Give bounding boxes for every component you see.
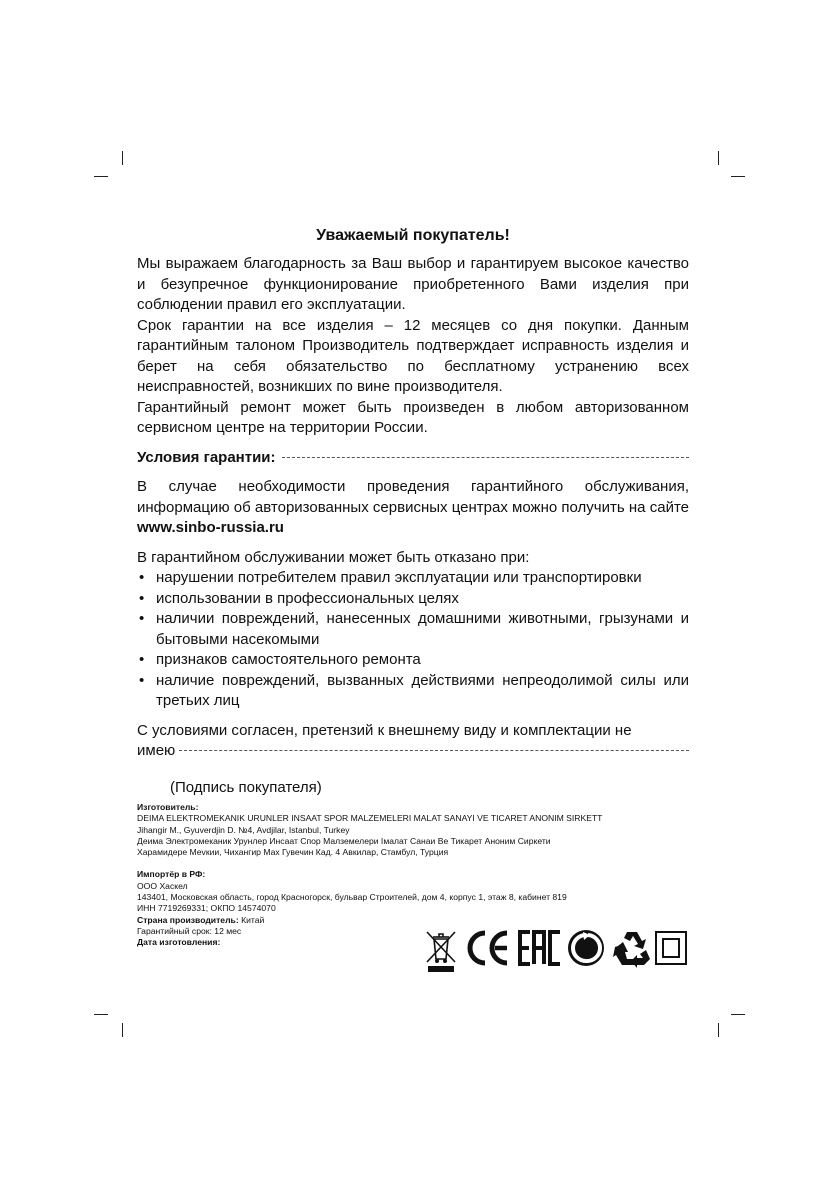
eac-mark-icon [517,928,563,968]
recycle-icon [613,928,651,968]
importer-label: Импортёр в РФ: [137,869,206,880]
manufacturer-line: Харамидере Меvкии, Чихангир Мах Гувечин Кад. 4 Авкилар, Стамбул, Турция [137,847,449,858]
repair-paragraph: Гарантийный ремонт может быть произведен в любом авторизованном сервисном центре на территории России. [137,398,689,436]
dashed-fill-line [282,457,689,458]
crop-mark [718,1023,719,1037]
thanks-paragraph: Мы выражаем благодарность за Ваш выбор и гарантируем высокое качество и безупречное функционирование приобретенного Вами изделия при соблюдении правил его эксплуатации. [137,255,689,313]
country-value: Китай [241,914,265,925]
crop-mark [94,176,108,177]
manufacturer-info [137,802,697,949]
importer-line: ООО Хаскел [137,880,188,891]
refusal-list [137,568,689,712]
service-text: В случае необходимости проведения гарантийного обслуживания, информацию об авторизованных сервисных центрах можно получить на сайте [137,478,689,516]
agreement-line-end: имею [137,742,176,759]
double-insulation-icon [654,928,688,968]
list-item: • использовании в профессиональных целях [137,589,689,610]
crop-mark [731,176,745,177]
manufacturer-line: DEIMA ELEKTROMEKANIK URUNLER INSAAT SPOR MALZEMELERI MALAT SANAYI VE TICARET ANONIM SIRKETT [137,813,603,824]
manufacturer-label: Изготовитель: [137,802,199,812]
signature-fill-line [179,750,689,751]
warranty-term-paragraph: Срок гарантии на все изделия – 12 месяцев со дня покупки. Данным гарантийным талоном Производитель подтверждает исправность изделия и берет на себя обязательство по бесплатному устранению всех неисправностей, возникших по вине производителя. [137,316,689,395]
manufacture-date-label: Дата изготовления: [137,937,221,948]
crop-mark [718,151,719,165]
crop-mark [731,1014,745,1015]
agreement-signature-line [137,741,689,762]
weee-bin-icon [424,928,458,974]
importer-line: 143401, Московская область, город Красногорск, бульвар Строителей, дом 4, корпус 1, этаж 8, кабинет 819 [137,892,567,903]
crop-mark [94,1014,108,1015]
website-link[interactable]: www.sinbo-russia.ru [137,519,284,536]
crop-mark [122,151,123,165]
green-dot-icon [566,928,606,968]
country-label: Страна производитель: [137,914,239,925]
certification-marks [424,928,688,974]
signature-caption: (Подпись покупателя) [170,778,322,796]
refusal-intro: В гарантийном обслуживании может быть отказано при: [137,548,530,566]
crop-mark [122,1023,123,1037]
letter-title: Уважаемый покупатель! [316,227,510,244]
country-line [137,915,697,926]
list-item: • признаков самостоятельного ремонта [137,650,689,671]
conditions-heading: Условия гарантии: [137,448,276,466]
ce-mark-icon [465,928,511,968]
agreement-line: С условиями согласен, претензий к внешнему виду и комплектации не [137,721,632,739]
conditions-heading-line [137,448,689,469]
manufacturer-line: Деима Электромеканик Урунлер Инсаат Спор Малземелери Імалат Санаи Ве Тикарет Аноним Сиркети [137,835,551,846]
list-item: • нарушении потребителем правил эксплуатации или транспортировки [137,568,689,589]
service-paragraph [137,477,689,539]
warranty-letter [137,226,689,798]
manufacturer-line: Jihangir M., Gyuverdjin D. №4, Avdjilar, Istanbul, Turkey [137,824,350,835]
importer-line: ИНН 7719269331; ОКПО 14574070 [137,903,276,914]
list-item: • наличие повреждений, вызванных действиями непреодолимой силы или третьих лиц [137,671,689,712]
manufacturer-block [137,802,697,858]
warranty-period: Гарантийный срок: 12 мес [137,925,242,936]
list-item: • наличии повреждений, нанесенных домашними животными, грызунами и бытовыми насекомыми [137,609,689,650]
